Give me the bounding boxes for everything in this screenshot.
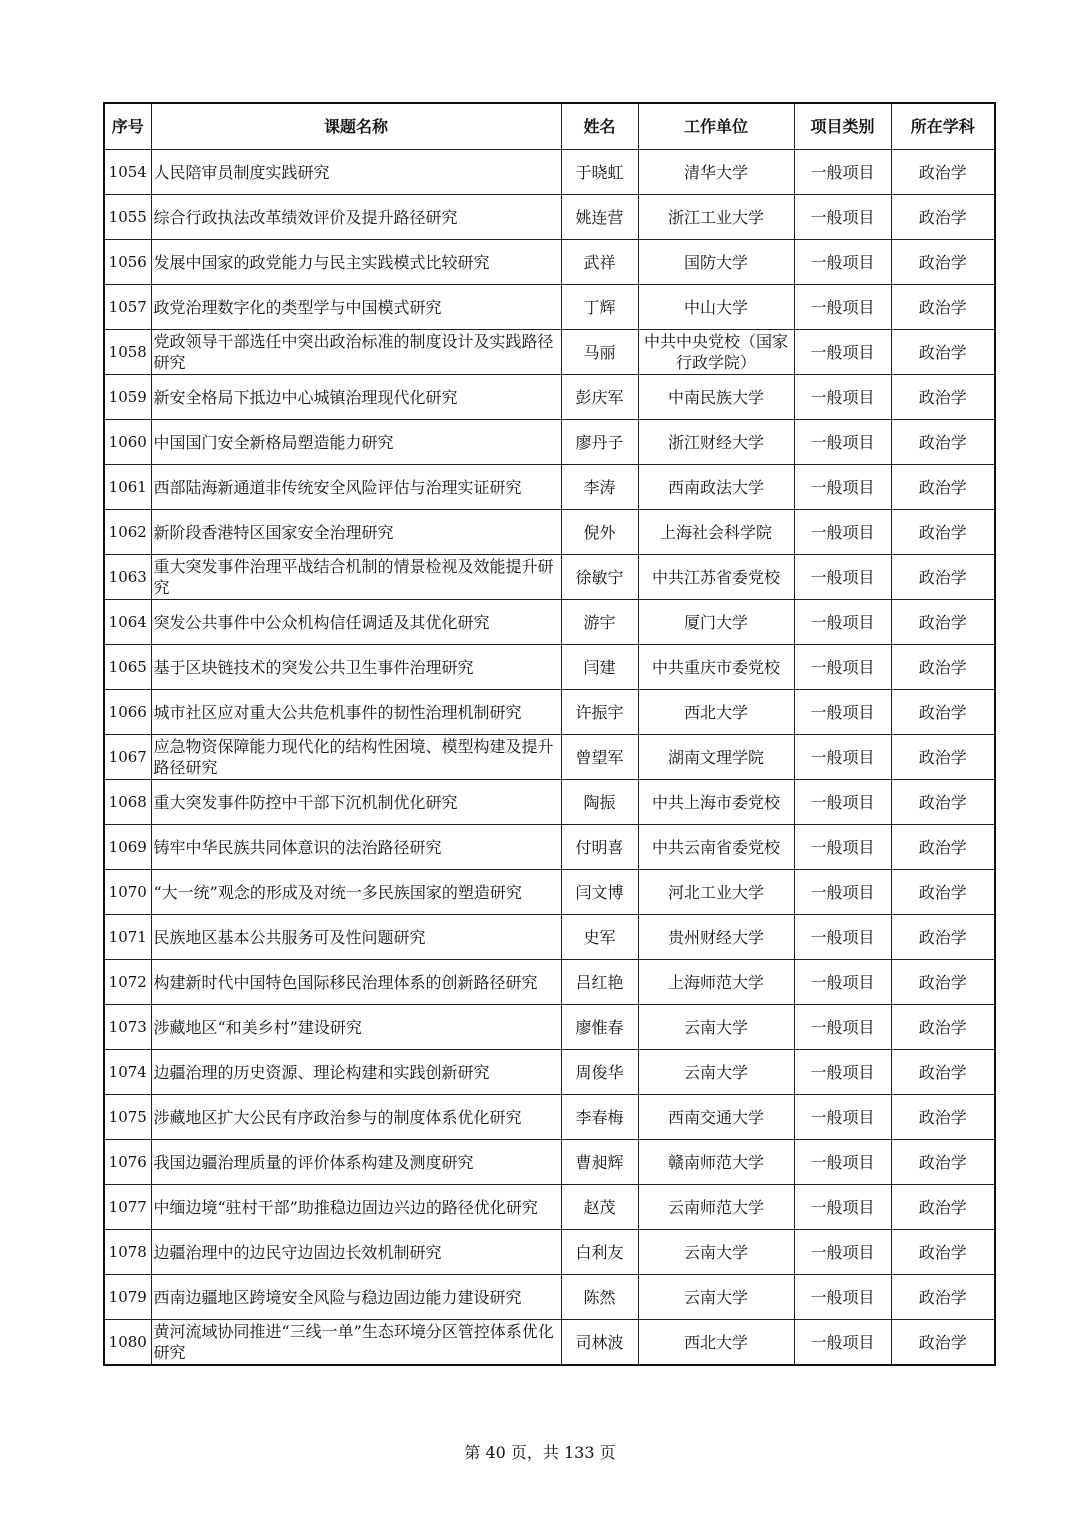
cell-name: 曹昶辉 — [561, 1140, 638, 1185]
cell-category: 一般项目 — [794, 735, 891, 780]
cell-no: 1056 — [104, 240, 151, 285]
cell-unit: 西北大学 — [638, 1320, 794, 1366]
cell-discipline: 政治学 — [891, 1005, 995, 1050]
cell-title: 新阶段香港特区国家安全治理研究 — [151, 510, 561, 555]
cell-unit: 西北大学 — [638, 690, 794, 735]
cell-category: 一般项目 — [794, 150, 891, 195]
page-number: 第 40 页，共 133 页 — [464, 1443, 616, 1462]
cell-title: 综合行政执法改革绩效评价及提升路径研究 — [151, 195, 561, 240]
cell-category: 一般项目 — [794, 1140, 891, 1185]
cell-unit: 浙江财经大学 — [638, 420, 794, 465]
cell-discipline: 政治学 — [891, 1275, 995, 1320]
cell-title: 中缅边境“驻村干部”助推稳边固边兴边的路径优化研究 — [151, 1185, 561, 1230]
header-name: 姓名 — [561, 103, 638, 150]
table-row — [104, 375, 995, 420]
cell-no: 1073 — [104, 1005, 151, 1050]
cell-title: “大一统”观念的形成及对统一多民族国家的塑造研究 — [151, 870, 561, 915]
cell-no: 1064 — [104, 600, 151, 645]
cell-unit: 河北工业大学 — [638, 870, 794, 915]
cell-name: 马丽 — [561, 330, 638, 375]
cell-title: 我国边疆治理质量的评价体系构建及测度研究 — [151, 1140, 561, 1185]
table-row — [104, 870, 995, 915]
cell-title: 边疆治理中的边民守边固边长效机制研究 — [151, 1230, 561, 1275]
cell-name: 倪外 — [561, 510, 638, 555]
cell-no: 1080 — [104, 1320, 151, 1366]
cell-no: 1072 — [104, 960, 151, 1005]
cell-no: 1060 — [104, 420, 151, 465]
cell-no: 1062 — [104, 510, 151, 555]
table-row — [104, 195, 995, 240]
cell-category: 一般项目 — [794, 555, 891, 600]
cell-discipline: 政治学 — [891, 1320, 995, 1366]
table-row — [104, 915, 995, 960]
cell-name: 周俊华 — [561, 1050, 638, 1095]
cell-category: 一般项目 — [794, 1005, 891, 1050]
cell-unit: 厦门大学 — [638, 600, 794, 645]
cell-name: 史军 — [561, 915, 638, 960]
cell-no: 1065 — [104, 645, 151, 690]
table-row — [104, 555, 995, 600]
cell-name: 陈然 — [561, 1275, 638, 1320]
table-row — [104, 1185, 995, 1230]
cell-no: 1067 — [104, 735, 151, 780]
cell-category: 一般项目 — [794, 915, 891, 960]
cell-no: 1059 — [104, 375, 151, 420]
cell-discipline: 政治学 — [891, 1185, 995, 1230]
cell-category: 一般项目 — [794, 375, 891, 420]
cell-name: 白利友 — [561, 1230, 638, 1275]
cell-name: 许振宇 — [561, 690, 638, 735]
cell-no: 1068 — [104, 780, 151, 825]
cell-title: 发展中国家的政党能力与民主实践模式比较研究 — [151, 240, 561, 285]
cell-title: 突发公共事件中公众机构信任调适及其优化研究 — [151, 600, 561, 645]
cell-discipline: 政治学 — [891, 1095, 995, 1140]
cell-title: 黄河流域协同推进“三线一单”生态环境分区管控体系优化研究 — [151, 1320, 561, 1366]
cell-discipline: 政治学 — [891, 870, 995, 915]
cell-name: 廖惟春 — [561, 1005, 638, 1050]
table-row — [104, 1275, 995, 1320]
cell-unit: 云南师范大学 — [638, 1185, 794, 1230]
cell-category: 一般项目 — [794, 240, 891, 285]
cell-name: 丁辉 — [561, 285, 638, 330]
table-row — [104, 1050, 995, 1095]
table-row — [104, 690, 995, 735]
header-title: 课题名称 — [151, 103, 561, 150]
cell-discipline: 政治学 — [891, 555, 995, 600]
cell-no: 1071 — [104, 915, 151, 960]
cell-name: 姚连营 — [561, 195, 638, 240]
table-row — [104, 600, 995, 645]
table-row — [104, 960, 995, 1005]
cell-no: 1077 — [104, 1185, 151, 1230]
table-body — [104, 150, 995, 1366]
cell-unit: 西南交通大学 — [638, 1095, 794, 1140]
table-row — [104, 330, 995, 375]
cell-discipline: 政治学 — [891, 1050, 995, 1095]
cell-discipline: 政治学 — [891, 285, 995, 330]
cell-category: 一般项目 — [794, 195, 891, 240]
table-row — [104, 1095, 995, 1140]
cell-category: 一般项目 — [794, 285, 891, 330]
cell-discipline: 政治学 — [891, 780, 995, 825]
cell-discipline: 政治学 — [891, 510, 995, 555]
cell-title: 新安全格局下抵边中心城镇治理现代化研究 — [151, 375, 561, 420]
cell-title: 中国国门安全新格局塑造能力研究 — [151, 420, 561, 465]
cell-unit: 西南政法大学 — [638, 465, 794, 510]
cell-no: 1058 — [104, 330, 151, 375]
cell-unit: 云南大学 — [638, 1005, 794, 1050]
cell-name: 李涛 — [561, 465, 638, 510]
cell-discipline: 政治学 — [891, 735, 995, 780]
cell-category: 一般项目 — [794, 1320, 891, 1366]
cell-unit: 中共中央党校（国家行政学院） — [638, 330, 794, 375]
header-unit: 工作单位 — [638, 103, 794, 150]
cell-title: 涉藏地区“和美乡村”建设研究 — [151, 1005, 561, 1050]
cell-unit: 中共江苏省委党校 — [638, 555, 794, 600]
cell-no: 1066 — [104, 690, 151, 735]
cell-discipline: 政治学 — [891, 1230, 995, 1275]
cell-title: 民族地区基本公共服务可及性问题研究 — [151, 915, 561, 960]
cell-title: 边疆治理的历史资源、理论构建和实践创新研究 — [151, 1050, 561, 1095]
cell-discipline: 政治学 — [891, 825, 995, 870]
cell-name: 付明喜 — [561, 825, 638, 870]
cell-no: 1057 — [104, 285, 151, 330]
cell-unit: 云南大学 — [638, 1050, 794, 1095]
cell-category: 一般项目 — [794, 1185, 891, 1230]
cell-category: 一般项目 — [794, 330, 891, 375]
cell-title: 铸牢中华民族共同体意识的法治路径研究 — [151, 825, 561, 870]
cell-title: 重大突发事件防控中干部下沉机制优化研究 — [151, 780, 561, 825]
header-row — [104, 103, 995, 150]
cell-title: 基于区块链技术的突发公共卫生事件治理研究 — [151, 645, 561, 690]
cell-discipline: 政治学 — [891, 915, 995, 960]
cell-no: 1078 — [104, 1230, 151, 1275]
cell-discipline: 政治学 — [891, 645, 995, 690]
cell-title: 党政领导干部选任中突出政治标准的制度设计及实践路径研究 — [151, 330, 561, 375]
cell-category: 一般项目 — [794, 780, 891, 825]
cell-unit: 中共云南省委党校 — [638, 825, 794, 870]
header-no: 序号 — [104, 103, 151, 150]
cell-discipline: 政治学 — [891, 1140, 995, 1185]
cell-name: 曾望军 — [561, 735, 638, 780]
cell-no: 1055 — [104, 195, 151, 240]
cell-category: 一般项目 — [794, 510, 891, 555]
table-row — [104, 780, 995, 825]
cell-category: 一般项目 — [794, 825, 891, 870]
cell-title: 人民陪审员制度实践研究 — [151, 150, 561, 195]
table-row — [104, 825, 995, 870]
table-row — [104, 465, 995, 510]
table-row — [104, 1140, 995, 1185]
cell-category: 一般项目 — [794, 1230, 891, 1275]
cell-title: 城市社区应对重大公共危机事件的韧性治理机制研究 — [151, 690, 561, 735]
table-row — [104, 1320, 995, 1366]
cell-unit: 中南民族大学 — [638, 375, 794, 420]
cell-discipline: 政治学 — [891, 960, 995, 1005]
table-row — [104, 1230, 995, 1275]
cell-no: 1076 — [104, 1140, 151, 1185]
table-row — [104, 510, 995, 555]
cell-category: 一般项目 — [794, 960, 891, 1005]
cell-category: 一般项目 — [794, 1275, 891, 1320]
cell-name: 吕红艳 — [561, 960, 638, 1005]
cell-no: 1063 — [104, 555, 151, 600]
cell-title: 西南边疆地区跨境安全风险与稳边固边能力建设研究 — [151, 1275, 561, 1320]
cell-discipline: 政治学 — [891, 690, 995, 735]
table-row — [104, 1005, 995, 1050]
table-row — [104, 150, 995, 195]
cell-title: 重大突发事件治理平战结合机制的情景检视及效能提升研究 — [151, 555, 561, 600]
cell-discipline: 政治学 — [891, 150, 995, 195]
cell-unit: 云南大学 — [638, 1230, 794, 1275]
cell-name: 赵茂 — [561, 1185, 638, 1230]
cell-unit: 浙江工业大学 — [638, 195, 794, 240]
cell-discipline: 政治学 — [891, 330, 995, 375]
table-row — [104, 420, 995, 465]
table-row — [104, 645, 995, 690]
cell-name: 李春梅 — [561, 1095, 638, 1140]
cell-category: 一般项目 — [794, 690, 891, 735]
cell-unit: 清华大学 — [638, 150, 794, 195]
cell-name: 司林波 — [561, 1320, 638, 1366]
cell-title: 政党治理数字化的类型学与中国模式研究 — [151, 285, 561, 330]
table-row — [104, 240, 995, 285]
cell-category: 一般项目 — [794, 870, 891, 915]
cell-title: 应急物资保障能力现代化的结构性困境、模型构建及提升路径研究 — [151, 735, 561, 780]
table-row — [104, 285, 995, 330]
cell-unit: 中共上海市委党校 — [638, 780, 794, 825]
cell-no: 1074 — [104, 1050, 151, 1095]
cell-unit: 中山大学 — [638, 285, 794, 330]
cell-unit: 中共重庆市委党校 — [638, 645, 794, 690]
cell-unit: 赣南师范大学 — [638, 1140, 794, 1185]
cell-name: 廖丹子 — [561, 420, 638, 465]
cell-unit: 贵州财经大学 — [638, 915, 794, 960]
cell-no: 1061 — [104, 465, 151, 510]
cell-unit: 湖南文理学院 — [638, 735, 794, 780]
cell-unit: 上海师范大学 — [638, 960, 794, 1005]
cell-unit: 云南大学 — [638, 1275, 794, 1320]
cell-name: 闫文博 — [561, 870, 638, 915]
cell-no: 1069 — [104, 825, 151, 870]
cell-name: 闫建 — [561, 645, 638, 690]
header-category: 项目类别 — [794, 103, 891, 150]
cell-category: 一般项目 — [794, 600, 891, 645]
cell-no: 1054 — [104, 150, 151, 195]
cell-discipline: 政治学 — [891, 240, 995, 285]
cell-discipline: 政治学 — [891, 420, 995, 465]
cell-name: 于晓虹 — [561, 150, 638, 195]
cell-no: 1075 — [104, 1095, 151, 1140]
cell-name: 彭庆军 — [561, 375, 638, 420]
cell-discipline: 政治学 — [891, 195, 995, 240]
cell-no: 1070 — [104, 870, 151, 915]
cell-name: 陶振 — [561, 780, 638, 825]
header-discipline: 所在学科 — [891, 103, 995, 150]
cell-name: 徐敏宁 — [561, 555, 638, 600]
cell-category: 一般项目 — [794, 645, 891, 690]
cell-no: 1079 — [104, 1275, 151, 1320]
cell-name: 武祥 — [561, 240, 638, 285]
cell-category: 一般项目 — [794, 1095, 891, 1140]
project-table — [103, 102, 996, 1366]
cell-title: 涉藏地区扩大公民有序政治参与的制度体系优化研究 — [151, 1095, 561, 1140]
cell-category: 一般项目 — [794, 420, 891, 465]
cell-title: 构建新时代中国特色国际移民治理体系的创新路径研究 — [151, 960, 561, 1005]
cell-discipline: 政治学 — [891, 600, 995, 645]
cell-unit: 上海社会科学院 — [638, 510, 794, 555]
cell-discipline: 政治学 — [891, 465, 995, 510]
table-row — [104, 735, 995, 780]
cell-unit: 国防大学 — [638, 240, 794, 285]
cell-discipline: 政治学 — [891, 375, 995, 420]
cell-name: 游宇 — [561, 600, 638, 645]
cell-title: 西部陆海新通道非传统安全风险评估与治理实证研究 — [151, 465, 561, 510]
cell-category: 一般项目 — [794, 465, 891, 510]
cell-category: 一般项目 — [794, 1050, 891, 1095]
